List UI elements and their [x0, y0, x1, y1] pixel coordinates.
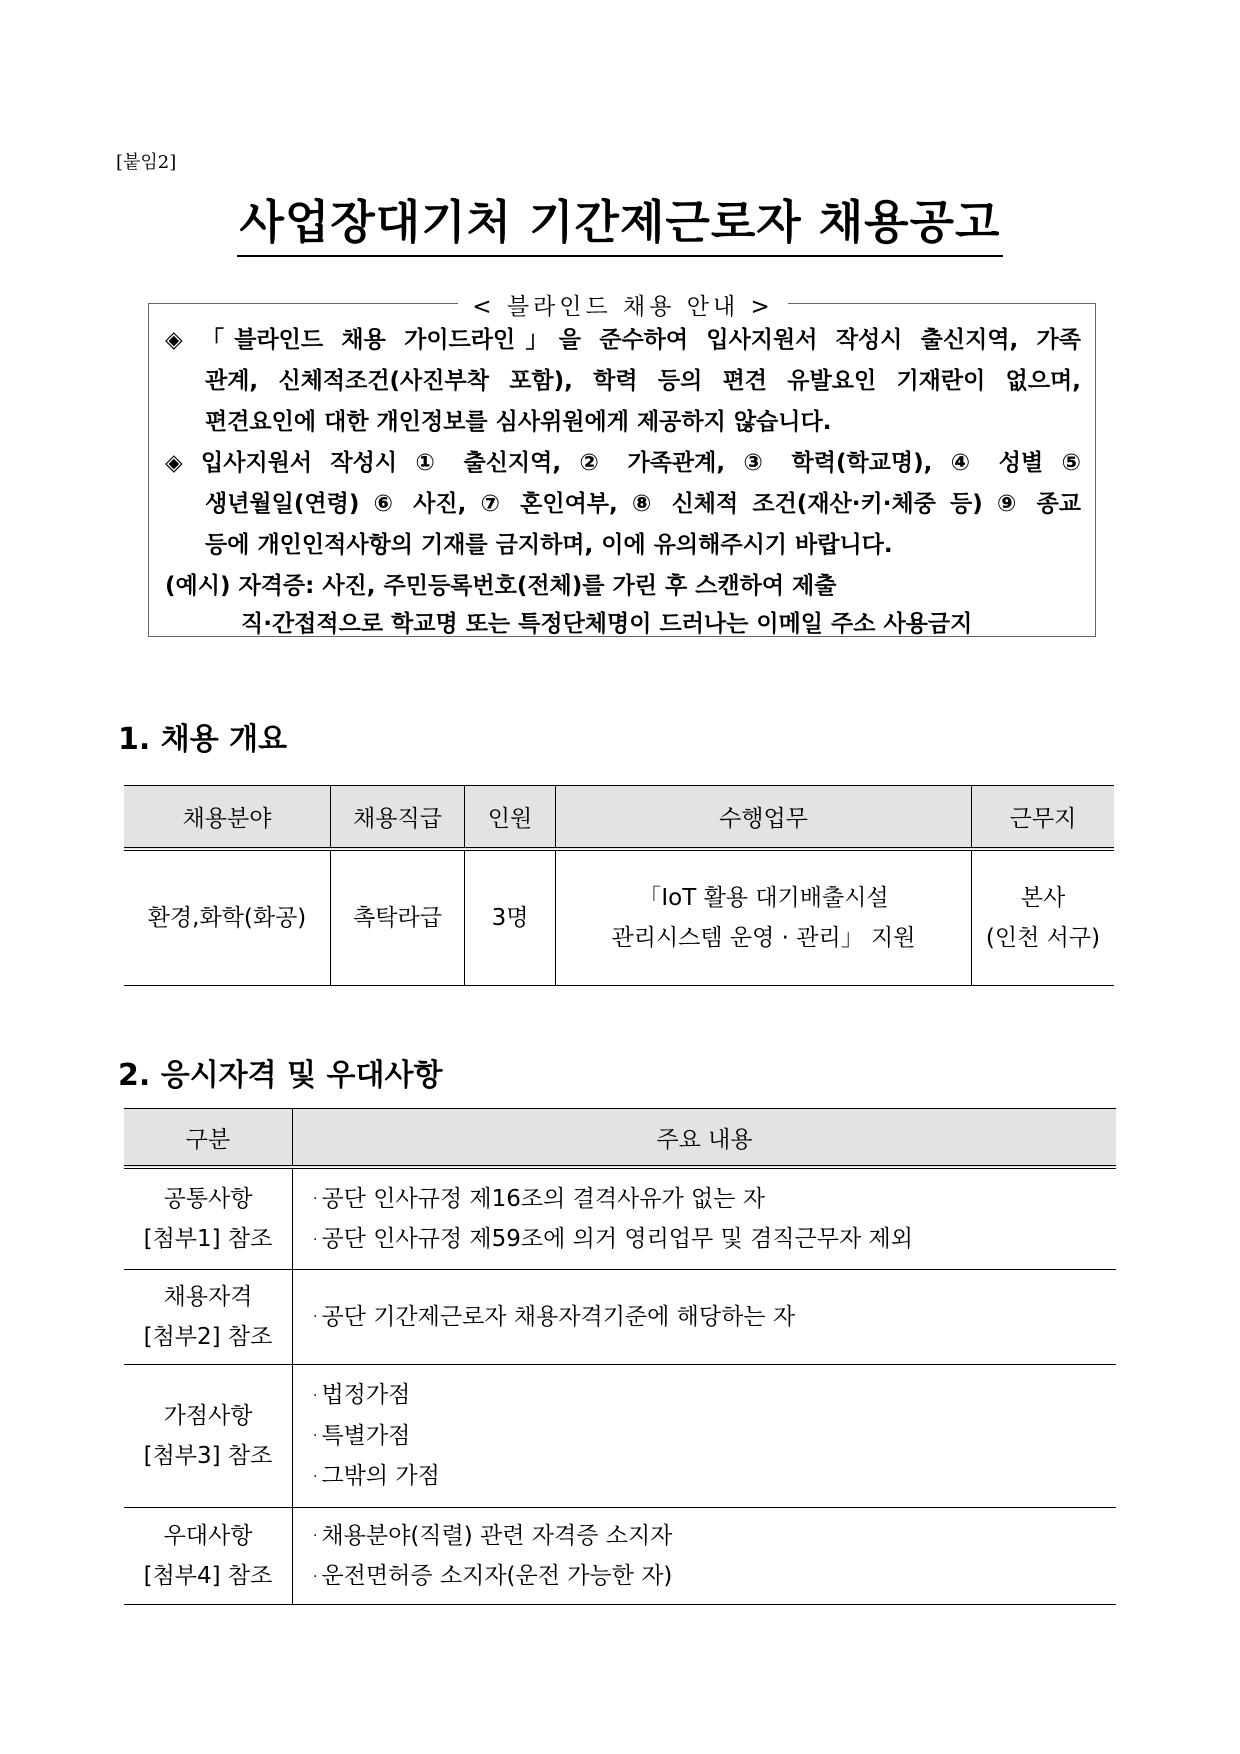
cell-grade: 촉탁라급	[331, 849, 465, 986]
table-header-row	[124, 1109, 1116, 1168]
item-text: 운전면허증 소지자(운전 가능한 자)	[321, 1563, 673, 1589]
item-text: 법정가점	[321, 1382, 411, 1409]
bullet: ·	[313, 1428, 318, 1445]
page-title-wrap	[0, 196, 1240, 257]
row-content	[293, 1167, 1117, 1270]
notice-heading-wrap	[149, 288, 1097, 321]
notice-example-line-1: (예시) 자격증: 사진, 주민등록번호(전체)를 가린 후 스캔하여 제출	[165, 573, 837, 599]
list-item	[313, 1375, 1116, 1416]
table-row	[124, 1167, 1116, 1270]
location-line-2: (인천 서구)	[985, 925, 1101, 951]
row-label-line-1: 채용자격	[163, 1284, 253, 1310]
item-text: 특별가점	[321, 1422, 411, 1449]
table-header-row	[124, 786, 1114, 850]
list-item	[313, 1219, 1116, 1260]
notice-example-line-2: 직·간접적으로 학교명 또는 특정단체명이 드러나는 이메일 주소 사용금지	[241, 611, 973, 637]
location-line-1: 본사	[1020, 885, 1066, 911]
row-label	[124, 1270, 293, 1365]
table-row	[124, 1508, 1116, 1605]
bullet: ·	[313, 1231, 318, 1248]
row-label-line-2: [첨부2] 참조	[143, 1324, 273, 1350]
table-row	[124, 849, 1114, 986]
row-content	[293, 1508, 1117, 1605]
row-label-line-2: [첨부3] 참조	[143, 1443, 273, 1469]
row-content	[293, 1270, 1117, 1365]
table-row	[124, 1365, 1116, 1508]
section-2-heading: 2. 응시자격 및 우대사항	[118, 1058, 443, 1093]
notice-line-2: 관계, 신체적조건(사진부착 포함), 학력 등의 편견 유발요인 기재란이 없으며,	[205, 368, 1081, 394]
recruitment-overview-table	[124, 785, 1114, 986]
header-grade: 채용직급	[331, 786, 465, 850]
item-text: 공단 인사규정 제59조에 의거 영리업무 및 겸직근무자 제외	[321, 1226, 913, 1252]
notice-line-4: ◈ 입사지원서 작성시 ① 출신지역, ② 가족관계, ③ 학력(학교명), ④ 성별 ⑤	[165, 450, 1081, 476]
bullet: ·	[313, 1468, 318, 1485]
row-label-line-2: [첨부1] 참조	[143, 1226, 273, 1252]
duty-line-1: 「IoT 활용 대기배출시설	[638, 885, 889, 911]
item-text: 공단 인사규정 제16조의 결격사유가 없는 자	[321, 1185, 765, 1212]
blind-hiring-notice-box	[148, 294, 1096, 637]
header-location: 근무지	[972, 786, 1115, 850]
section-1-heading: 1. 채용 개요	[118, 722, 288, 757]
notice-heading: < 블라인드 채용 안내 >	[458, 294, 788, 320]
table-row	[124, 1270, 1116, 1365]
row-label-line-1: 가점사항	[163, 1403, 253, 1429]
row-content	[293, 1365, 1117, 1508]
item-text: 그밖의 가점	[321, 1463, 440, 1490]
list-item	[313, 1516, 1116, 1557]
list-item	[313, 1179, 1116, 1220]
bullet: ·	[313, 1568, 318, 1585]
row-label-line-1: 공통사항	[163, 1186, 253, 1212]
list-item	[313, 1416, 1116, 1457]
bullet: ·	[313, 1191, 318, 1207]
cell-count: 3명	[465, 849, 556, 986]
notice-line-5: 생년월일(연령) ⑥ 사진, ⑦ 혼인여부, ⑧ 신체적 조건(재산·키·체중 등) ⑨ 종교	[205, 491, 1081, 517]
cell-duty	[556, 849, 972, 986]
row-label	[124, 1167, 293, 1270]
row-label	[124, 1365, 293, 1508]
attachment-label: [붙임2]	[116, 152, 177, 173]
notice-line-1: ◈ 「블라인드 채용 가이드라인」을 준수하여 입사지원서 작성시 출신지역, 가족	[165, 327, 1081, 353]
notice-line-3: 편견요인에 대한 개인정보를 심사위원에게 제공하지 않습니다.	[205, 409, 832, 435]
item-text: 채용분야(직렬) 관련 자격증 소지자	[321, 1522, 673, 1549]
qualification-table	[124, 1108, 1116, 1605]
cell-location	[972, 849, 1115, 986]
duty-line-2: 관리시스템 운영 · 관리」 지원	[611, 925, 916, 951]
bullet: ·	[313, 1309, 318, 1326]
bullet: ·	[313, 1387, 318, 1404]
list-item	[313, 1556, 1116, 1597]
header-field: 채용분야	[124, 786, 331, 850]
notice-line-6: 등에 개인인적사항의 기재를 금지하며, 이에 유의해주시기 바랍니다.	[205, 532, 893, 558]
list-item	[313, 1297, 1116, 1338]
bullet: ·	[313, 1528, 318, 1544]
header-duty: 수행업무	[556, 786, 972, 850]
row-label-line-1: 우대사항	[163, 1523, 253, 1549]
page-title: 사업장대기처 기간제근로자 채용공고	[237, 196, 1002, 257]
cell-field: 환경,화학(화공)	[124, 849, 331, 986]
header-count: 인원	[465, 786, 556, 850]
list-item	[313, 1456, 1116, 1497]
row-label-line-2: [첨부4] 참조	[143, 1563, 273, 1589]
item-text: 공단 기간제근로자 채용자격기준에 해당하는 자	[321, 1303, 796, 1330]
row-label	[124, 1508, 293, 1605]
header-category: 구분	[124, 1109, 293, 1168]
header-content: 주요 내용	[293, 1109, 1117, 1168]
